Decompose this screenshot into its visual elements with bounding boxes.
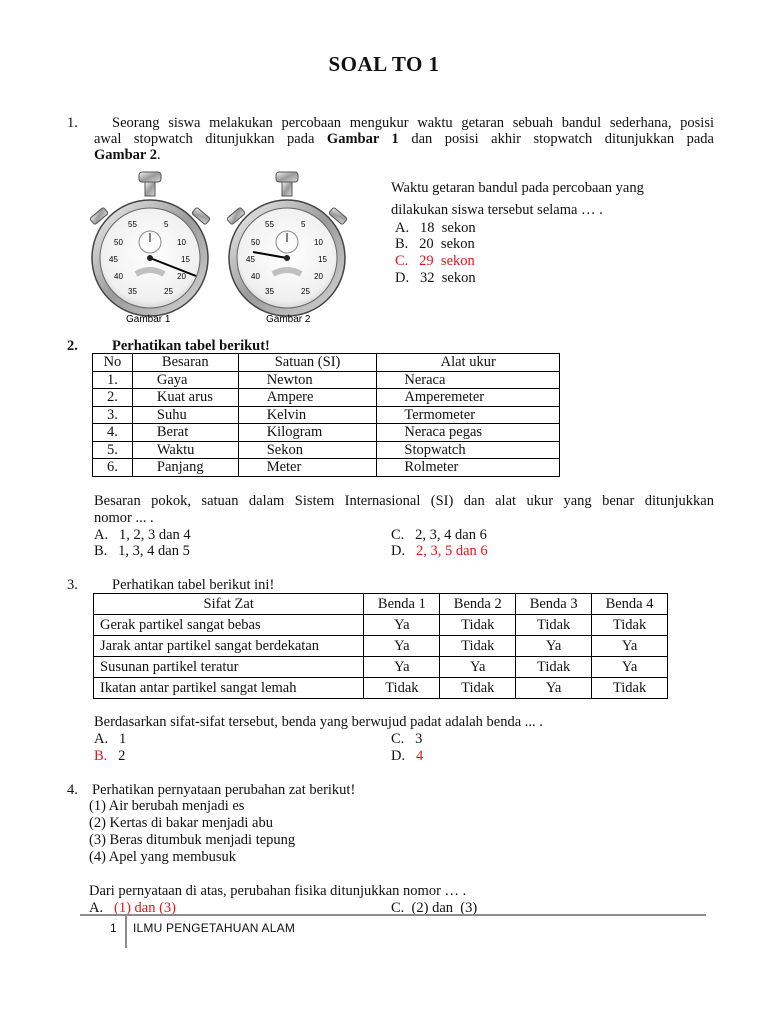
option-text: 20 sekon bbox=[419, 236, 475, 252]
cell-value: Tidak bbox=[440, 636, 516, 657]
dial-label: 35 bbox=[265, 287, 274, 296]
question-2-prompt: Perhatikan tabel berikut! bbox=[112, 338, 270, 354]
question-1-line-2 bbox=[94, 131, 714, 148]
dial-label: 25 bbox=[301, 287, 310, 296]
question-1-line-1: Seorang siswa melakukan percobaan mengukur waktu getaran sebuah bandul sederhana, posisi bbox=[112, 115, 714, 131]
stopwatch-2-stem bbox=[282, 182, 292, 196]
cell-value: Tidak bbox=[440, 678, 516, 699]
option-text: 2, 3, 5 dan 6 bbox=[415, 543, 488, 559]
cell-value: Ya bbox=[592, 657, 668, 678]
cell-value: Tidak bbox=[364, 678, 440, 699]
q2-option-d-answer[interactable] bbox=[391, 543, 488, 560]
option-text: 3 bbox=[415, 731, 423, 747]
q1-gambar2-ref: Gambar 2 bbox=[94, 147, 157, 163]
cell-besaran: Berat bbox=[132, 424, 238, 442]
option-text: 2, 3, 4 dan 6 bbox=[415, 527, 487, 543]
dial-label: 5 bbox=[301, 220, 306, 229]
footer-rule bbox=[80, 914, 706, 916]
option-text: (2) dan (3) bbox=[411, 900, 478, 916]
cell-value: Ya bbox=[592, 636, 668, 657]
q1-line2-c: dan posisi akhir stopwatch ditunjukkan pada bbox=[398, 131, 714, 147]
option-text: (1) dan (3) bbox=[113, 900, 176, 916]
stopwatch-1-pivot bbox=[147, 255, 153, 261]
option-letter: A. bbox=[94, 527, 109, 543]
option-letter: C. bbox=[391, 731, 405, 747]
question-1-number: 1. bbox=[67, 115, 78, 131]
cell-alat: Neraca bbox=[377, 371, 560, 389]
cell-no: 3. bbox=[93, 406, 133, 424]
cell-satuan: Meter bbox=[238, 459, 377, 477]
stopwatch-2-pivot bbox=[284, 255, 290, 261]
cell-no: 1. bbox=[93, 371, 133, 389]
option-letter: D. bbox=[391, 748, 406, 764]
dial-label: 55 bbox=[128, 220, 137, 229]
stopwatch-2-crown bbox=[276, 172, 298, 182]
cell-no: 5. bbox=[93, 441, 133, 459]
dial-label: 15 bbox=[318, 255, 327, 264]
cell-satuan: Kilogram bbox=[238, 424, 377, 442]
caption-gambar-1: Gambar 1 bbox=[126, 314, 171, 325]
cell-value: Ya bbox=[364, 615, 440, 636]
q1-line2-a: awal stopwatch ditunjukkan pada bbox=[94, 131, 327, 147]
cell-value: Ya bbox=[364, 636, 440, 657]
col-header: Satuan (SI) bbox=[238, 354, 377, 372]
option-letter: B. bbox=[94, 543, 108, 559]
stopwatch-1 bbox=[90, 172, 211, 316]
option-letter: C. bbox=[391, 527, 405, 543]
statement-4: (4) Apel yang membusuk bbox=[89, 849, 236, 865]
dial-label: 5 bbox=[164, 220, 169, 229]
option-letter: A. bbox=[94, 731, 109, 747]
statement-1: (1) Air berubah menjadi es bbox=[89, 798, 245, 814]
footer-divider bbox=[125, 916, 127, 948]
col-header: Benda 2 bbox=[440, 594, 516, 615]
dial-label: 35 bbox=[128, 287, 137, 296]
cell-besaran: Gaya bbox=[132, 371, 238, 389]
q3-option-a[interactable] bbox=[94, 731, 126, 748]
table-row bbox=[93, 424, 560, 442]
option-text: 29 sekon bbox=[419, 253, 475, 269]
dial-label: 40 bbox=[114, 272, 123, 281]
dial-label: 55 bbox=[265, 220, 274, 229]
stopwatch-2 bbox=[227, 172, 348, 316]
option-text: 18 sekon bbox=[419, 220, 476, 236]
cell-alat: Neraca pegas bbox=[377, 424, 560, 442]
q1-option-b[interactable] bbox=[395, 236, 475, 253]
table-row bbox=[93, 441, 560, 459]
statement-2: (2) Kertas di bakar menjadi abu bbox=[89, 815, 273, 831]
option-letter: D. bbox=[395, 270, 410, 286]
cell-no: 2. bbox=[93, 389, 133, 407]
question-3-prompt: Perhatikan tabel berikut ini! bbox=[112, 577, 275, 593]
table-row bbox=[94, 678, 668, 699]
table-row bbox=[94, 657, 668, 678]
option-letter: C. bbox=[395, 253, 409, 269]
dial-label: 50 bbox=[251, 238, 260, 247]
page-title: SOAL TO 1 bbox=[328, 52, 440, 76]
table-row bbox=[93, 406, 560, 424]
question-2-number: 2. bbox=[67, 338, 78, 354]
cell-sifat: Gerak partikel sangat bebas bbox=[94, 615, 364, 636]
cell-value: Ya bbox=[516, 636, 592, 657]
option-text: 2 bbox=[118, 748, 126, 764]
dial-label: 10 bbox=[314, 238, 323, 247]
cell-value: Ya bbox=[364, 657, 440, 678]
cell-value: Ya bbox=[516, 678, 592, 699]
table-row bbox=[93, 371, 560, 389]
caption-gambar-2: Gambar 2 bbox=[266, 314, 311, 325]
option-text: 32 sekon bbox=[419, 270, 476, 286]
table-header-row bbox=[94, 594, 668, 615]
option-letter: A. bbox=[89, 900, 104, 916]
q1-line3-b: . bbox=[156, 147, 161, 163]
table-row bbox=[94, 615, 668, 636]
cell-sifat: Susunan partikel teratur bbox=[94, 657, 364, 678]
cell-satuan: Kelvin bbox=[238, 406, 377, 424]
question-1-prompt-2: dilakukan siswa tersebut selama … . bbox=[391, 202, 603, 218]
table-row bbox=[94, 636, 668, 657]
q2-option-c[interactable] bbox=[391, 527, 487, 544]
stopwatch-1-stem bbox=[145, 182, 155, 196]
q1-option-d[interactable] bbox=[395, 270, 476, 287]
q3-option-d-answer[interactable] bbox=[391, 748, 423, 765]
col-header: Benda 4 bbox=[592, 594, 668, 615]
cell-value: Tidak bbox=[516, 615, 592, 636]
dial-label: 45 bbox=[109, 255, 118, 264]
cell-value: Tidak bbox=[516, 657, 592, 678]
option-text: 1 bbox=[118, 731, 127, 747]
cell-besaran: Suhu bbox=[132, 406, 238, 424]
cell-besaran: Panjang bbox=[132, 459, 238, 477]
question-3-question: Berdasarkan sifat-sifat tersebut, benda yang berwujud padat adalah benda ... . bbox=[94, 714, 543, 730]
col-header: No bbox=[93, 354, 133, 372]
option-text: 1, 3, 4 dan 5 bbox=[118, 543, 190, 559]
cell-alat: Termometer bbox=[377, 406, 560, 424]
dial-label: 45 bbox=[246, 255, 255, 264]
question-2-question-2: nomor ... . bbox=[94, 510, 154, 526]
table-header-row bbox=[93, 354, 560, 372]
cell-besaran: Waktu bbox=[132, 441, 238, 459]
question-4-number: 4. bbox=[67, 782, 78, 798]
question-1-prompt-1: Waktu getaran bandul pada percobaan yang bbox=[391, 180, 644, 196]
option-letter: C. bbox=[391, 900, 405, 916]
table-besaran bbox=[92, 353, 560, 477]
question-3-number: 3. bbox=[67, 577, 78, 593]
q2-option-b[interactable] bbox=[94, 543, 190, 560]
question-4-question: Dari pernyataan di atas, perubahan fisika ditunjukkan nomor … . bbox=[89, 883, 467, 899]
q2-option-a[interactable] bbox=[94, 527, 191, 544]
option-text: 4 bbox=[415, 748, 424, 764]
cell-satuan: Newton bbox=[238, 371, 377, 389]
cell-alat: Rolmeter bbox=[377, 459, 560, 477]
option-letter: B. bbox=[395, 236, 409, 252]
question-1-line-3 bbox=[94, 147, 161, 164]
table-row bbox=[93, 459, 560, 477]
table-sifat-zat bbox=[93, 593, 668, 699]
option-letter: D. bbox=[391, 543, 406, 559]
q1-option-a[interactable] bbox=[395, 220, 476, 237]
cell-alat: Stopwatch bbox=[377, 441, 560, 459]
cell-value: Tidak bbox=[592, 615, 668, 636]
cell-value: Ya bbox=[440, 657, 516, 678]
col-header: Benda 1 bbox=[364, 594, 440, 615]
col-header: Alat ukur bbox=[377, 354, 560, 372]
stopwatch-figures bbox=[86, 166, 356, 326]
cell-no: 4. bbox=[93, 424, 133, 442]
cell-besaran: Kuat arus bbox=[132, 389, 238, 407]
cell-no: 6. bbox=[93, 459, 133, 477]
cell-alat: Amperemeter bbox=[377, 389, 560, 407]
dial-label: 25 bbox=[164, 287, 173, 296]
cell-satuan: Ampere bbox=[238, 389, 377, 407]
q1-option-c-answer[interactable] bbox=[395, 253, 475, 270]
option-letter: A. bbox=[395, 220, 410, 236]
dial-label: 40 bbox=[251, 272, 260, 281]
col-header: Besaran bbox=[132, 354, 238, 372]
dial-label: 50 bbox=[114, 238, 123, 247]
cell-sifat: Ikatan antar partikel sangat lemah bbox=[94, 678, 364, 699]
question-2-question-1: Besaran pokok, satuan dalam Sistem Internasional (SI) dan alat ukur yang benar ditunjukkan bbox=[94, 493, 714, 509]
cell-value: Tidak bbox=[592, 678, 668, 699]
cell-sifat: Jarak antar partikel sangat berdekatan bbox=[94, 636, 364, 657]
option-letter: B. bbox=[94, 748, 108, 764]
q3-option-c[interactable] bbox=[391, 731, 422, 748]
dial-label: 15 bbox=[181, 255, 190, 264]
col-header: Benda 3 bbox=[516, 594, 592, 615]
stopwatch-1-crown bbox=[139, 172, 161, 182]
dial-label: 20 bbox=[177, 272, 186, 281]
table-row bbox=[93, 389, 560, 407]
page-number: 1 bbox=[110, 921, 117, 935]
cell-satuan: Sekon bbox=[238, 441, 377, 459]
footer-subject: ILMU PENGETAHUAN ALAM bbox=[133, 921, 296, 935]
q3-option-b-answer[interactable] bbox=[94, 748, 125, 765]
dial-label: 20 bbox=[314, 272, 323, 281]
cell-value: Tidak bbox=[440, 615, 516, 636]
statement-3: (3) Beras ditumbuk menjadi tepung bbox=[89, 832, 296, 848]
dial-label: 10 bbox=[177, 238, 186, 247]
q1-gambar1-ref: Gambar 1 bbox=[326, 131, 399, 147]
option-text: 1, 2, 3 dan 4 bbox=[118, 527, 191, 543]
col-header: Sifat Zat bbox=[94, 594, 364, 615]
question-4-prompt: Perhatikan pernyataan perubahan zat berikut! bbox=[92, 782, 356, 798]
